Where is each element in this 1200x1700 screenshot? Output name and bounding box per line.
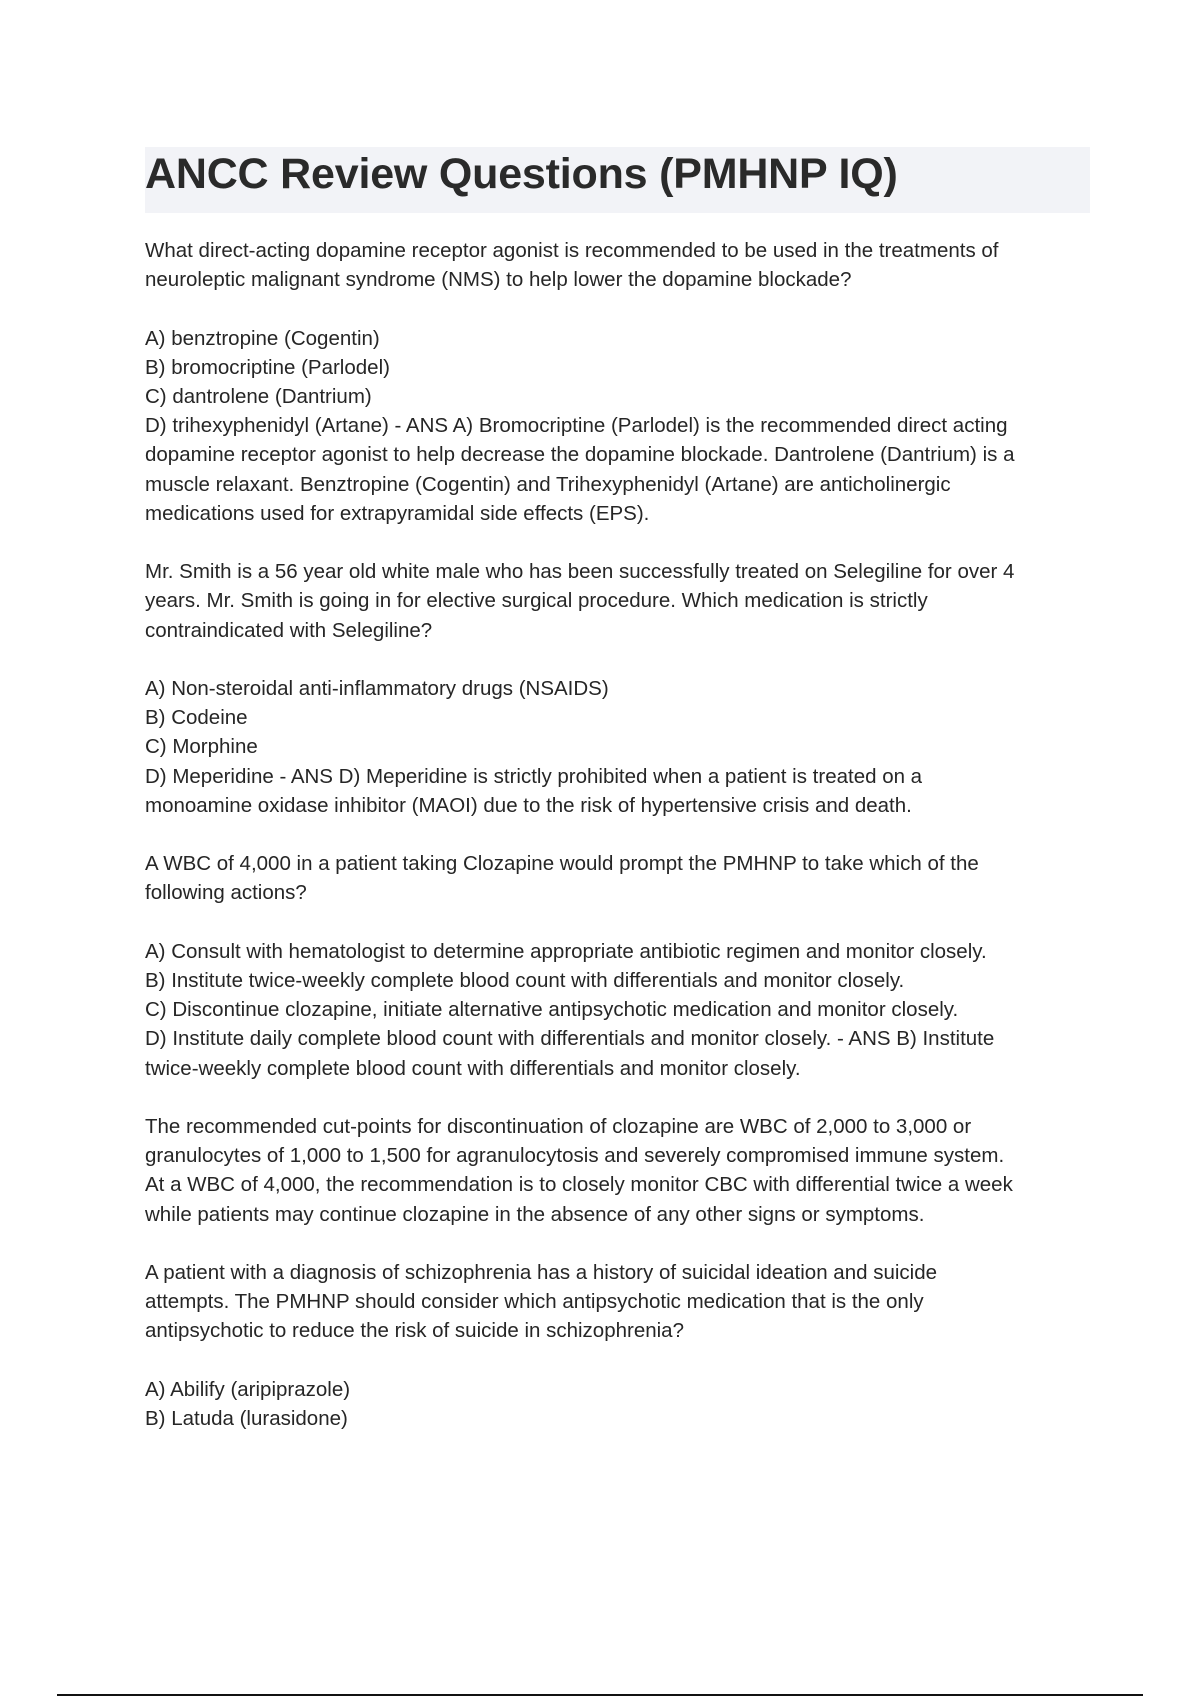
text-line: C) dantrolene (Dantrium): [145, 385, 372, 408]
text-line: D) Institute daily complete blood count with differentials and monitor closely. - ANS B) Institute: [145, 1027, 995, 1051]
text-line: contraindicated with Selegiline?: [145, 618, 433, 642]
text-line: C) Morphine: [145, 735, 258, 759]
text-line: antipsychotic to reduce the risk of suicide in schizophrenia?: [145, 1319, 684, 1343]
text-line: D) trihexyphenidyl (Artane) - ANS A) Bromocriptine (Parlodel) is the recommended direct acting: [145, 414, 1008, 438]
text-line: B) Institute twice-weekly complete blood count with differentials and monitor closely.: [145, 969, 905, 992]
text-line: medications used for extrapyramidal side effects (EPS).: [145, 501, 650, 525]
question-2-options-answer: [145, 674, 1095, 820]
text-line: D) Meperidine - ANS D) Meperidine is strictly prohibited when a patient is treated on a: [145, 764, 923, 788]
text-line: A) Consult with hematologist to determine appropriate antibiotic regimen and monitor closely.: [145, 939, 987, 963]
text-line: Mr. Smith is a 56 year old white male who has been successfully treated on Selegiline for over 4: [145, 560, 1015, 584]
text-line: At a WBC of 4,000, the recommendation is to closely monitor CBC with differential twice a week: [145, 1173, 1013, 1197]
question-3-options-answer: [145, 937, 1095, 1083]
text-line: The recommended cut-points for discontinuation of clozapine are WBC of 2,000 to 3,000 or: [145, 1115, 972, 1138]
text-line: A) Abilify (aripiprazole): [145, 1377, 351, 1401]
text-line: A) Non-steroidal anti-inflammatory drugs (NSAIDS): [145, 677, 609, 700]
text-line: B) bromocriptine (Parlodel): [145, 355, 390, 379]
question-4-stem: [145, 1258, 1095, 1346]
question-1-stem: [145, 236, 1095, 294]
question-1-options-answer: [145, 324, 1095, 528]
text-line: monoamine oxidase inhibitor (MAOI) due to the risk of hypertensive crisis and death.: [145, 793, 912, 817]
question-3-rationale: [145, 1112, 1095, 1229]
footer-divider: [57, 1694, 1143, 1696]
document-body: [145, 236, 1095, 1462]
text-line: granulocytes of 1,000 to 1,500 for agranulocytosis and severely compromised immune system.: [145, 1144, 1005, 1168]
text-line: following actions?: [145, 881, 307, 905]
question-4-options: [145, 1375, 1095, 1433]
text-line: dopamine receptor agonist to help decrease the dopamine blockade. Dantrolene (Dantrium) is a: [145, 443, 1015, 467]
text-line: muscle relaxant. Benztropine (Cogentin) and Trihexyphenidyl (Artane) are anticholinergic: [145, 472, 951, 496]
text-line: neuroleptic malignant syndrome (NMS) to help lower the dopamine blockade?: [145, 268, 852, 292]
text-line: while patients may continue clozapine in the absence of any other signs or symptoms.: [145, 1202, 925, 1226]
question-3-stem: [145, 849, 1095, 907]
text-line: What direct-acting dopamine receptor agonist is recommended to be used in the treatments of: [145, 239, 999, 262]
text-line: B) Latuda (lurasidone): [145, 1407, 348, 1430]
text-line: attempts. The PMHNP should consider which antipsychotic medication that is the only: [145, 1290, 924, 1314]
text-line: A patient with a diagnosis of schizophrenia has a history of suicidal ideation and suicide: [145, 1261, 938, 1284]
document-title: ANCC Review Questions (PMHNP IQ): [145, 150, 898, 198]
text-line: years. Mr. Smith is going in for elective surgical procedure. Which medication is strictly: [145, 589, 928, 613]
text-line: A WBC of 4,000 in a patient taking Clozapine would prompt the PMHNP to take which of the: [145, 852, 979, 876]
text-line: B) Codeine: [145, 706, 248, 730]
question-2-stem: [145, 557, 1095, 645]
text-line: A) benztropine (Cogentin): [145, 326, 380, 350]
text-line: C) Discontinue clozapine, initiate alternative antipsychotic medication and monitor closely.: [145, 998, 959, 1022]
text-line: twice-weekly complete blood count with differentials and monitor closely.: [145, 1056, 801, 1080]
